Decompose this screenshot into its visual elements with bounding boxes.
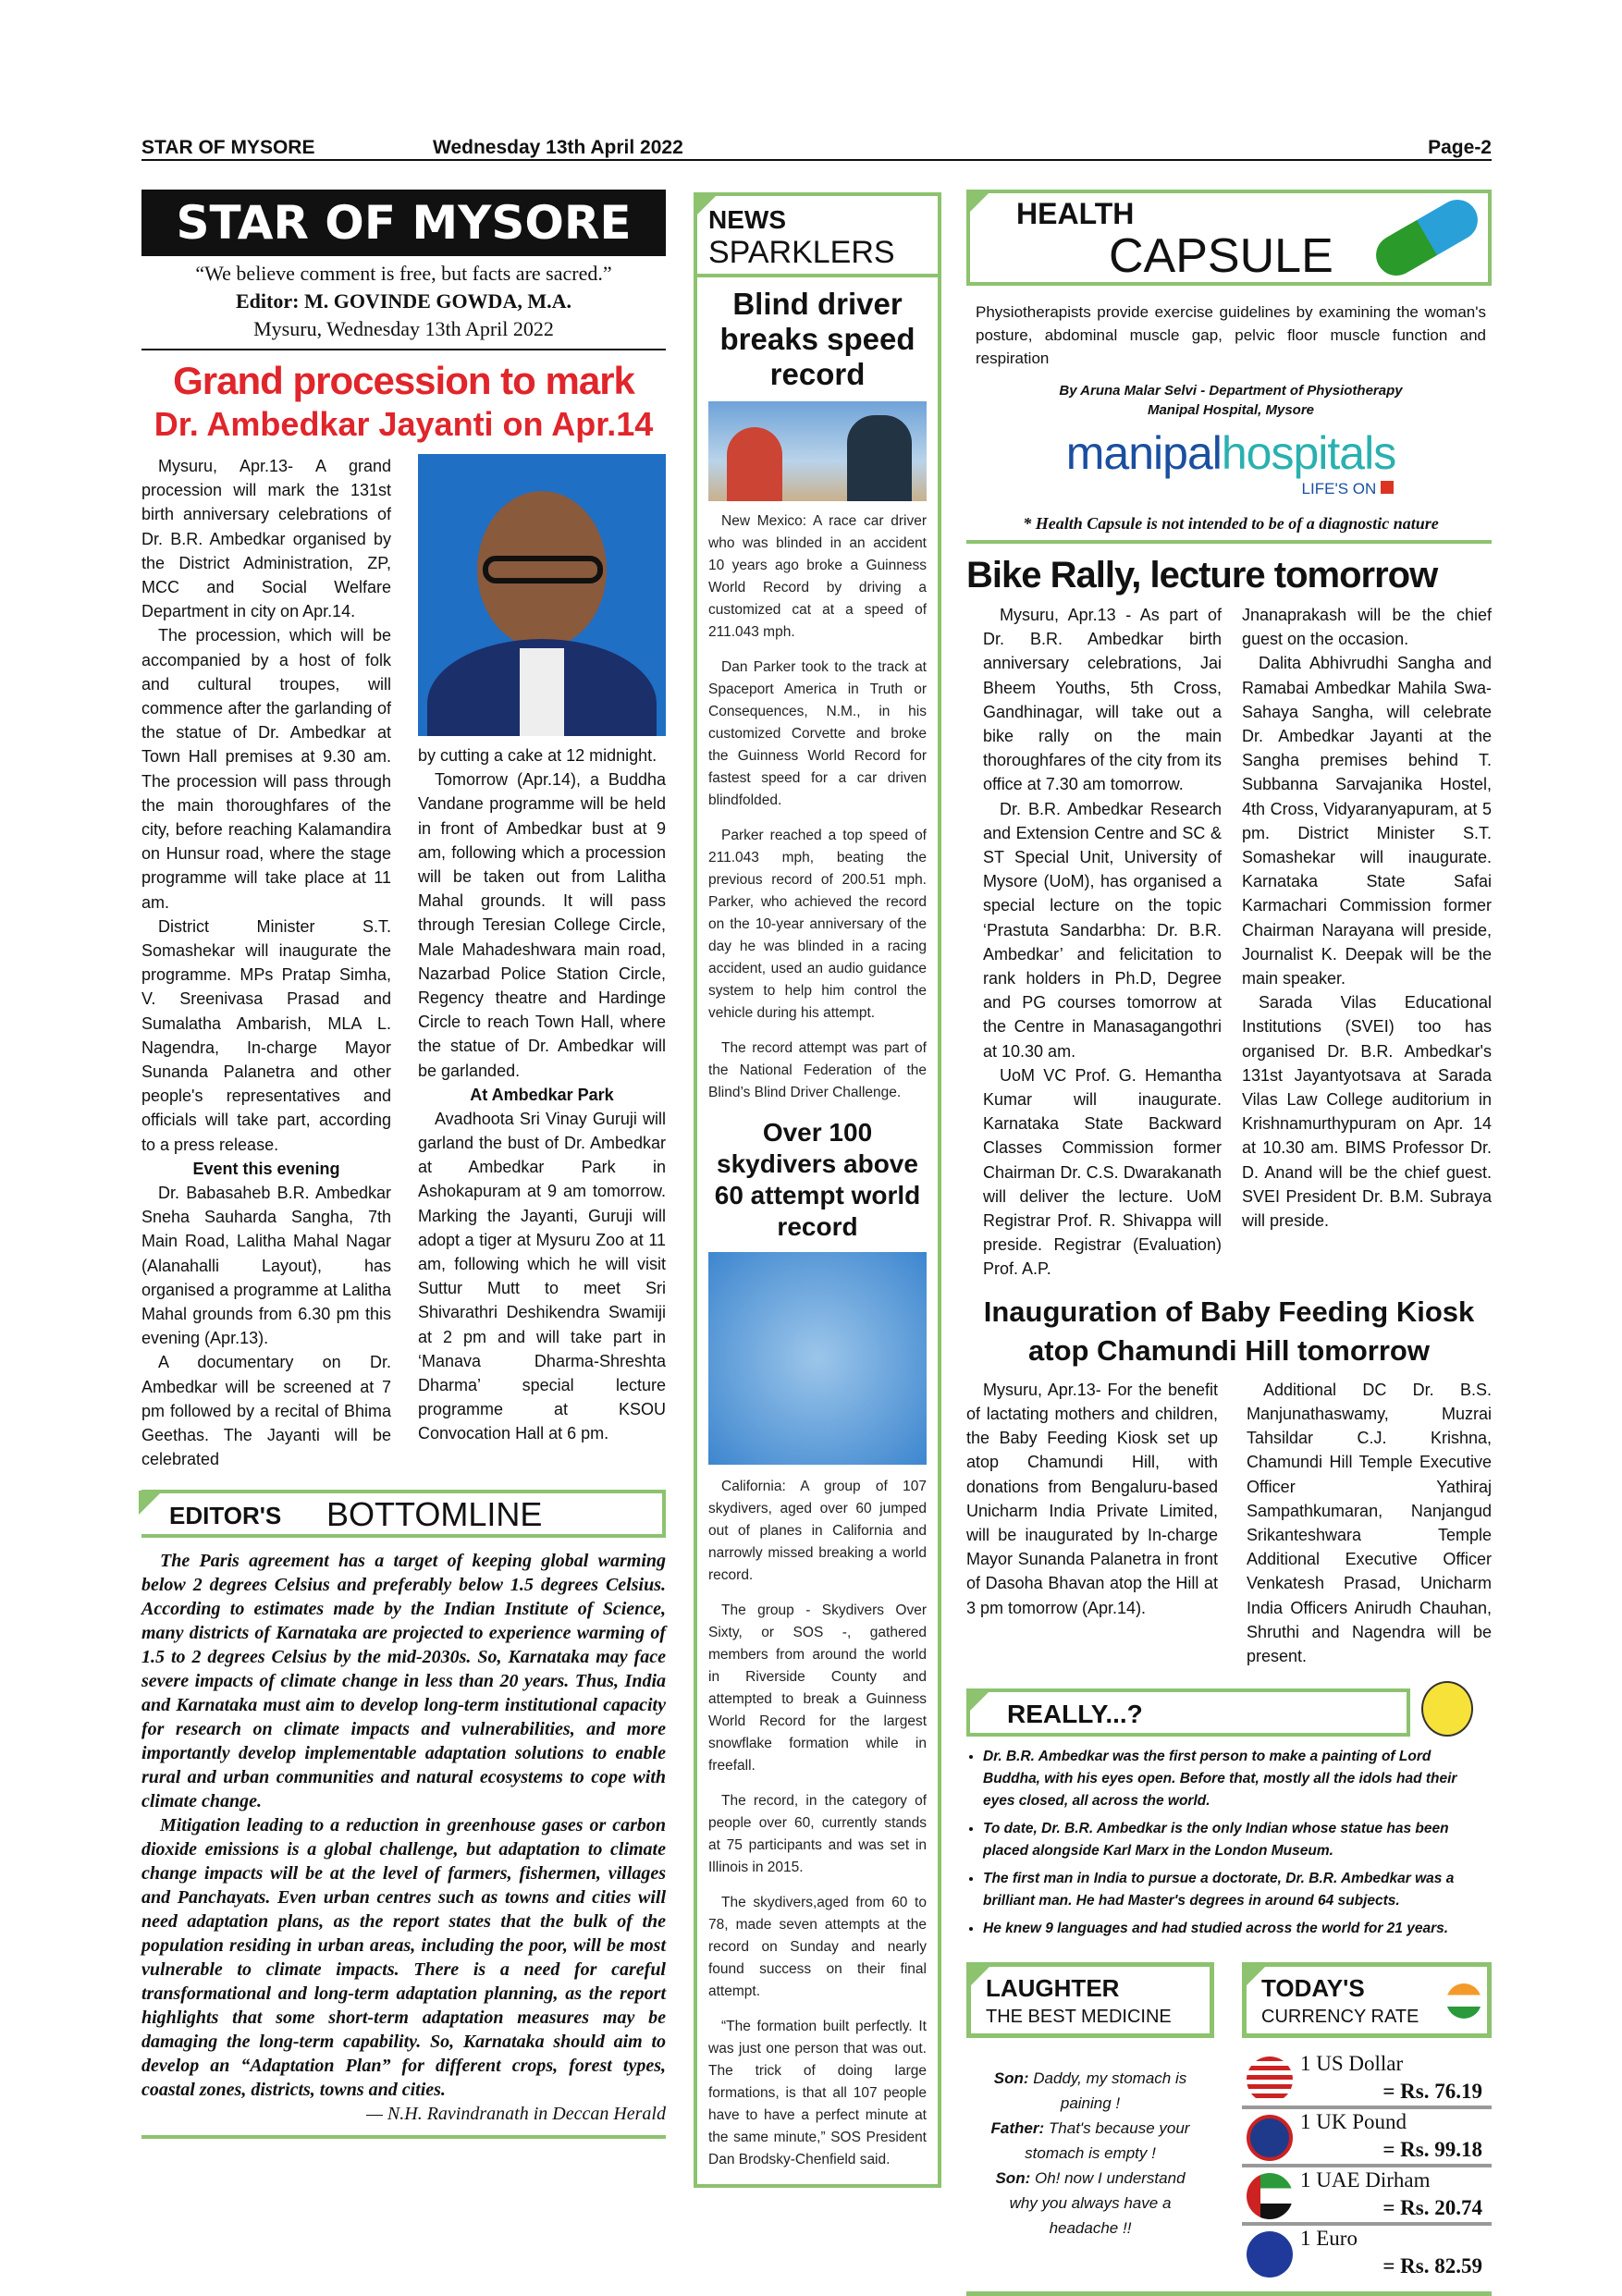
bike-column-2 (1242, 603, 1492, 1282)
paragraph: Mitigation leading to a reduction in greenhouse gases or carbon dioxide emissions is a global challenge, but adaptation to climate change impacts will be at the level of farmers, fishermen, villages and Panchayats. Even urban centres such as towns and cities will need adaptation plans, as the report states that the bulk of the population residing in urban areas, including the poor, will be most vulnerable to climate impacts. There is a need for careful transformational and long-term adaptation planning, as the report highlights that some short-term adaptation measures may be damaging the long-term capability. So, Karnataka should aim to develop an “Adaptation Plan” for different crops, forest types, coastal zones, districts, towns and cities. (141, 1815, 666, 2101)
us-flag-icon (1247, 2057, 1293, 2103)
joke-line: Daddy, my stomach is paining ! (1028, 2069, 1187, 2113)
paragraph: Mysuru, Apr.13- For the benefit of lactating mothers and children, the Baby Feeding Kiosk set up atop Chamundi Hill, with donations from Bengaluru-based Unicharm India Private Limited, will be inaugurated by In-charge Mayor Sunanda Palanetra in front of Dasoha Bhavan atop the Hill at 3 pm tomorrow (Apr.14). (966, 1380, 1218, 1617)
currency-value: = Rs. 20.74 (1382, 2196, 1482, 2220)
currency-row (1242, 2167, 1492, 2226)
lead-story (141, 454, 666, 1471)
editorial-title-light: BOTTOMLINE (326, 1495, 543, 1534)
paragraph: Dr. Babasaheb B.R. Ambedkar Sneha Sauharda Sangha, 7th Main Road, Lalitha Mahal Nagar (Alanahalli Layout), has organised a programme at Lalitha Mahal grounds from 6.30 pm this evening (Apr.13). (141, 1183, 391, 1348)
laughter-title-bold: LAUGHTER (986, 1974, 1120, 2003)
uae-flag-icon (1247, 2173, 1293, 2219)
laughter-header (966, 1962, 1214, 2038)
paragraph: The record attempt was part of the National Federation of the Blind’s Blind Driver Challenge. (708, 1040, 927, 1100)
health-byline-2: Manipal Hospital, Mysore (1147, 402, 1315, 418)
joke-line: That's because your stomach is empty ! (1025, 2119, 1190, 2163)
plus-icon (1381, 481, 1394, 494)
masthead (141, 190, 666, 350)
uk-flag-icon (1247, 2115, 1293, 2161)
subheading: At Ambedkar Park (470, 1085, 614, 1104)
joke (980, 2066, 1200, 2241)
logo-part: manipal (1065, 427, 1222, 479)
health-capsule-header (966, 190, 1492, 286)
speaker: Father: (990, 2119, 1045, 2138)
dateline: Mysuru, Wednesday 13th April 2022 (253, 317, 554, 340)
subheading: Event this evening (192, 1159, 340, 1178)
really-list (966, 1746, 1492, 1940)
lead-column-2 (418, 454, 666, 1471)
logo-tagline: LIFE'S ON (1301, 480, 1377, 497)
paragraph: “The formation built perfectly. It was just one person that was out. The trick of doing large formations, is that all 107 people have to have a perfect minute at the same minute,” SOS President Dan Brodsky-Chenfield said. (708, 2019, 927, 2167)
bike-headline: Bike Rally, lecture tomorrow (966, 555, 1438, 595)
editorial-credit: — N.H. Ravindranath in Deccan Herald (366, 2104, 666, 2125)
right-column (966, 190, 1492, 2296)
kiosk-headline (966, 1293, 1492, 1370)
currency-value: = Rs. 82.59 (1382, 2254, 1482, 2278)
bike-column-1 (983, 603, 1222, 1282)
list-item: • The first man in India to pursue a doctorate, Dr. B.R. Ambedkar was a brilliant man. He had Master's degrees in around 64 subjects. (983, 1868, 1492, 1912)
currency-title-bold: TODAY'S (1261, 1974, 1365, 2003)
news-title-light: SPARKLERS (708, 235, 895, 270)
headline: Blind driver breaks speed record (719, 287, 915, 391)
capsule-pill-icon (1369, 192, 1485, 283)
paragraph: Jnanaprakash will be the chief guest on the occasion. (1242, 606, 1492, 649)
currency-section (1242, 1962, 1492, 2284)
masthead-logo: STAR OF MYSORE (141, 190, 666, 256)
bike-story (966, 603, 1492, 1282)
currency-value: = Rs. 76.19 (1382, 2080, 1482, 2104)
paragraph: Avadhoota Sri Vinay Guruji will garland the bust of Dr. Ambedkar at Ambedkar Park in Ashokapuram at 9 am tomorrow. Marking the Jayanti, Guruji will adopt a tiger at Mysuru Zoo at 11 am, following which he will visit Suttur Mutt to meet Sri Shivarathri Deshikendra Swamiji at 2 pm and will take part in ‘Manava Dharma-Shreshta Dharma’ special lecture programme at KSOU Convocation Hall at 6 pm. (418, 1109, 666, 1443)
paragraph: Sarada Vilas Educational Institutions (SVEI) too has organised Dr. B.R. Ambedkar's 131st Jayantyotsava at Sarada Vilas Law College auditorium in Krishnamurthypuram on Apr. 14 at 10.30 am. BIMS Professor Dr. D. Anand will be the chief guest. SVEI President Dr. B.M. Subraya will preside. (1242, 993, 1492, 1231)
paragraph: The record, in the category of people over 60, currently stands at 75 participants and was set in Illinois in 2015. (708, 1793, 927, 1875)
lead-headline (141, 358, 666, 445)
editorial-header (141, 1490, 666, 1538)
logo-part: hospitals (1221, 427, 1396, 479)
paragraph: Dalita Abhivrudhi Sangha and Ramabai Ambedkar Mahila Swa-Sahaya Sangha, will celebrate Dr. Ambedkar Jayanti at the Sangha premises behind T. Subbanna Sarvajanika Hostel, 4th Cross, Vidyaranyapuram, at 5 pm. District Minister S.T. Somashekar will inaugurate. Karnataka State Safai Karmachari Commission former Chairman Narayana will preside, Journalist K. Deepak will be the main speaker. (1242, 654, 1492, 988)
left-column (141, 190, 666, 2139)
race-driver-photo (708, 401, 927, 501)
editor-line: Editor: M. GOVINDE GOWDA, M.A. (236, 289, 571, 313)
lead-column-1 (141, 454, 391, 1471)
lightbulb-mascot-icon (1421, 1681, 1473, 1737)
headline-line-1: Grand procession to mark (173, 359, 634, 402)
paragraph: by cutting a cake at 12 midnight. (418, 746, 657, 765)
paragraph: The procession, which will be accompanied by a host of folk and cultural troupes, will commence after the garlanding of the statue of Dr. Ambedkar at Town Hall premises at 9.30 am. The procession will pass through the main thoroughfares of the city, before reaching Kalamandira on Hunsur road, where the stage programme will take place at 11 am. (141, 626, 391, 912)
joke-line: Oh! now I understand why you always have a headache !! (1009, 2169, 1186, 2238)
laughter-section (966, 1962, 1214, 2284)
currency-row (1242, 2051, 1492, 2109)
currency-value: = Rs. 99.18 (1382, 2138, 1482, 2162)
really-header (966, 1688, 1410, 1737)
speaker: Son: (993, 2069, 1029, 2088)
kiosk-story (966, 1378, 1492, 1668)
kiosk-column-2 (1247, 1378, 1492, 1668)
laughter-title-light: THE BEST MEDICINE (986, 2007, 1172, 2028)
really-title: REALLY...? (1007, 1700, 1143, 1729)
paragraph: New Mexico: A race car driver who was blinded in an accident 10 years ago broke a Guinness World Record by driving a customized cat at a speed of 211.043 mph. (708, 513, 927, 640)
currency-header (1242, 1962, 1492, 2038)
health-title-bold: HEALTH (1016, 197, 1135, 230)
paragraph: Mysuru, Apr.13- A grand procession will mark the 131st birth anniversary celebrations of Dr. B.R. Ambedkar organised by the District Administration, ZP, MCC and Social Welfare Department in city on Apr.14. (141, 457, 391, 621)
headline-line-2: atop Chamundi Hill tomorrow (1028, 1333, 1430, 1367)
paragraph: Additional DC Dr. B.S. Manjunathaswamy, Muzrai Tahsildar C.J. Krishna, Chamundi Hill Temple Executive Officer Yathiraj Sampathkumaran, Nanjangud Srikanteshwara Temple Additional Executive Officer Venkatesh Prasad, Unicharm India Officers Anirudh Chauhan, Shruthi and Nagendra will be present. (1247, 1380, 1492, 1665)
bottom-boxes (966, 1962, 1492, 2284)
health-byline: By Aruna Malar Selvi - Department of Physiotherapy (1059, 383, 1403, 399)
headline-line-1: Inauguration of Baby Feeding Kiosk (983, 1295, 1475, 1328)
currency-name: 1 UK Pound (1300, 2110, 1407, 2134)
skydivers-photo (708, 1252, 927, 1465)
manipal-logo (976, 427, 1486, 479)
paragraph: A documentary on Dr. Ambedkar will be screened at 7 pm followed by a recital of Bhima Geethas. The Jayanti will be celebrated (141, 1353, 391, 1469)
health-capsule-body (966, 286, 1492, 534)
paragraph: Mysuru, Apr.13 - As part of Dr. B.R. Ambedkar birth anniversary celebrations, Jai Bheem Youths, 5th Cross, Gandhinagar, will take out a bike rally on the main thoroughfares of the city from its office at 7.30 am tomorrow. (983, 606, 1222, 794)
list-item: • He knew 9 languages and had studied across the world for 21 years. (983, 1918, 1492, 1940)
paragraph: Dan Parker took to the track at Spaceport America in Truth or Consequences, N.M., in his customized Corvette and broke the Guinness World Record for fastest speed for a car driven blindfolded. (708, 659, 927, 808)
news-title-bold: NEWS (708, 205, 786, 234)
kiosk-column-1 (966, 1378, 1218, 1668)
paragraph: UoM VC Prof. G. Hemantha Kumar will inaugurate. Karnataka State Backward Classes Commission former Chairman Dr. C.S. Dwarakanath will deliver the lecture. UoM Registrar Prof. R. Shivappa will preside. Registrar (Evaluation) Prof. A.P. (983, 1065, 1222, 1279)
paper-name: STAR OF MYSORE (141, 137, 315, 158)
really-header-row (966, 1681, 1492, 1737)
list-item: • Dr. B.R. Ambedkar was the first person to make a painting of Lord Buddha, with his eyes open. Before that, mostly all the idols had their eyes closed, all across the world. (983, 1746, 1492, 1812)
headline-line-2: Dr. Ambedkar Jayanti on Apr.14 (154, 405, 654, 443)
editorial-body (141, 1549, 666, 2126)
health-disclaimer: * Health Capsule is not intended to be of a diagnostic nature (1023, 514, 1439, 533)
currency-name: 1 Euro (1300, 2227, 1358, 2251)
list-item: • To date, Dr. B.R. Ambedkar is the only Indian whose statue has been placed alongside Karl Marx in the London Museum. (983, 1818, 1492, 1862)
currency-list (1242, 2051, 1492, 2284)
motto: “We believe comment is free, but facts are sacred.” (195, 262, 612, 285)
currency-row (1242, 2226, 1492, 2284)
currency-name: 1 US Dollar (1300, 2052, 1404, 2076)
news-sparklers (694, 192, 941, 2188)
page-number: Page-2 (1428, 137, 1492, 158)
currency-name: 1 UAE Dirham (1300, 2168, 1431, 2192)
page-header (141, 137, 1492, 161)
india-flag-icon (1446, 1983, 1481, 2019)
ambedkar-portrait (418, 454, 666, 736)
paragraph: The group - Skydivers Over Sixty, or SOS -, gathered members from around the world in Riverside County and attempted to break a Guinness World Record for the largest snowflake formation while in freefall. (708, 1602, 927, 1774)
issue-date: Wednesday 13th April 2022 (433, 137, 683, 158)
paragraph: The Paris agreement has a target of keeping global warming below 2 degrees Celsius and preferably below 1.5 degrees Celsius. According to estimates made by the Indian Institute of Science, many districts of Karnataka are projected to experience warming of 1.5 to 2 degrees Celsius by the mid-2030s. So, Karnataka may face severe impacts of climate change in less than 20 years. Thus, India and Karnataka must aim to develop long-term institutional capacity for research on climate impacts and vulnerabilities, and more importantly develop implementable adaptation solutions to enable rural and urban communities and natural ecosystems to cope with climate change. (141, 1551, 666, 1812)
paragraph: California: A group of 107 skydivers, aged over 60 jumped out of planes in California and narrowly missed breaking a world record. (708, 1479, 927, 1583)
editorial-title-bold: EDITOR'S (169, 1502, 282, 1530)
speaker: Son: (995, 2169, 1031, 2188)
paragraph: District Minister S.T. Somashekar will inaugurate the programme. MPs Pratap Simha, V. Sreenivasa Prasad and Sumalatha Ambarish, MLA L. Nagendra, In-charge Mayor Sunanda Palanetra and other people's representatives and officials will take part, according to a press release. (141, 916, 391, 1154)
health-text: Physiotherapists provide exercise guidelines by examining the woman's posture, abdominal muscle gap, pelvic floor muscle function and respiration (976, 303, 1486, 367)
eu-flag-icon (1247, 2231, 1293, 2278)
paragraph: Tomorrow (Apr.14), a Buddha Vandane programme will be held in front of Ambedkar bust at 9 am, following which a procession will be taken out from Lalitha Mahal grounds. It will pass through Teresian College Circle, Male Mahadeshwara main road, Nazarbad Police Station Circle, Regency theatre and Hardinge Circle to reach Town Hall, where the statue of Dr. Ambedkar will be garlanded. (418, 770, 666, 1080)
currency-title-light: CURRENCY RATE (1261, 2007, 1419, 2028)
paragraph: The skydivers,aged from 60 to 78, made seven attempts at the record on Sunday and nearly found success on their final attempt. (708, 1895, 927, 1999)
health-title-light: CAPSULE (1109, 229, 1333, 283)
paragraph: Dr. B.R. Ambedkar Research and Extension Centre and SC & ST Special Unit, University of Mysore (UoM), has organised a special lecture on the topic ‘Prastuta Sandarbha: Dr. B.R. Ambedkar’ and felicitation to rank holders in Ph.D, Degree and PG courses tomorrow at the Centre in Manasagangothri at 10.30 am. (983, 799, 1222, 1061)
currency-row (1242, 2109, 1492, 2167)
paragraph: Parker reached a top speed of 211.043 mph, beating the previous record of 200.51 mph. Parker, who achieved the record on the 10-year anniversary of the day he was blinded in a racing accident, used an audio guidance system to help him control the vehicle during his attempt. (708, 828, 927, 1021)
headline: Over 100 skydivers above 60 attempt world record (714, 1118, 921, 1241)
